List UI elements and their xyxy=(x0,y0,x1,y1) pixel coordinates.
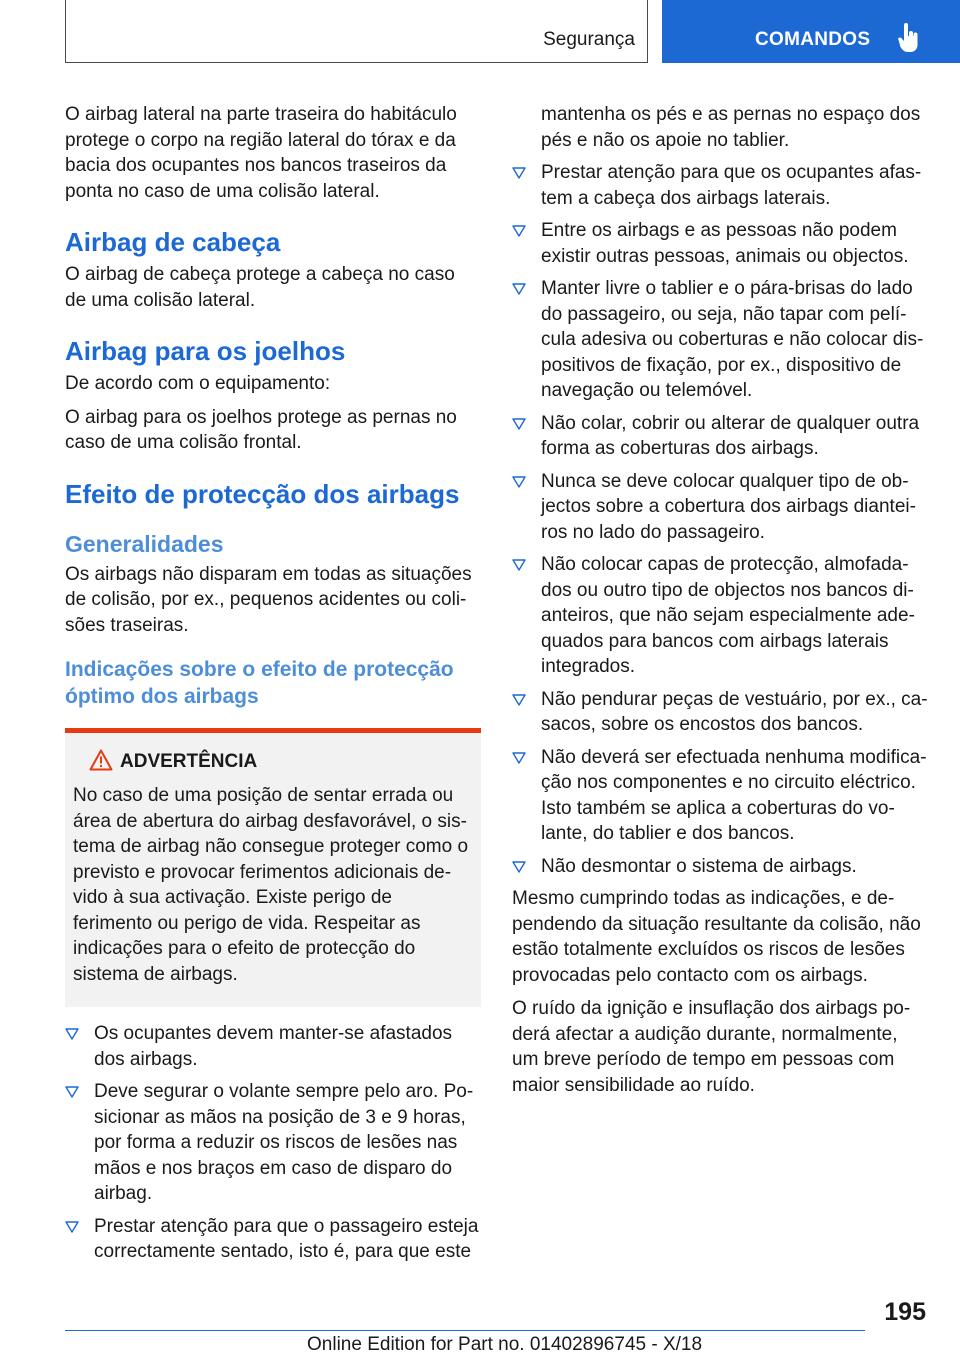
section-title: Segurança xyxy=(543,29,635,50)
list-item: Não colocar capas de protecção, almofadados ou outro tipo de objectos nos bancos dianteiros, que não sejam especialmente adequados para bancos com airbags laterais integrados. xyxy=(512,552,928,680)
list-item: Prestar atenção para que os ocupantes afastem a cabeça dos airbags laterais. xyxy=(512,160,928,211)
header-section-box xyxy=(65,0,648,63)
right-bullet-list xyxy=(512,160,928,879)
triangle-bullet-icon xyxy=(512,752,526,764)
list-item: Não deverá ser efectuada nenhuma modificação nos componentes e no circuito eléctrico. Isto também se aplica a coberturas do volante, do tablier e dos bancos. xyxy=(512,745,928,847)
warning-triangle-icon xyxy=(89,749,113,771)
chapter-tab-label: COMANDOS xyxy=(755,29,871,50)
warning-title: ADVERTÊNCIA xyxy=(120,751,258,772)
heading-general: Generalidades xyxy=(65,530,224,557)
list-item: Prestar atenção para que o passageiro esteja correctamente sentado, isto é, para que este xyxy=(65,1214,481,1265)
footer-divider xyxy=(65,1330,865,1331)
triangle-bullet-icon xyxy=(512,225,526,237)
triangle-bullet-icon xyxy=(512,167,526,179)
warning-text: No caso de uma posição de sentar errada ou área de abertura do airbag desfavorável, o sistema de airbag não consegue proteger como o previsto e provocar ferimentos adicionais devido à sua activação. Existe perigo de ferimento ou perigo de vida. Respeitar as indicações para o efeito de protecção do sistema de airbags. xyxy=(73,785,469,985)
closing-paragraph-2: O ruído da ignição e insuflação dos airbags poderá afectar a audição durante, normalmente, um breve período de tempo em pessoas com maior sensibilidade ao ruído. xyxy=(512,998,911,1096)
triangle-bullet-icon xyxy=(512,861,526,873)
heading-head-airbag: Airbag de cabeça xyxy=(65,227,281,257)
list-item: Manter livre o tablier e o pára-brisas do lado do passageiro, ou seja, não tapar com película adesiva ou coberturas e não colocar dispositivos de fixação, por ex., dispositivo de navegação ou telemóvel. xyxy=(512,276,928,404)
general-text: Os airbags não disparam em todas as situações de colisão, por ex., pequenos acidentes ou colisões traseiras. xyxy=(65,563,472,636)
triangle-bullet-icon xyxy=(65,1221,79,1233)
intro-paragraph: O airbag lateral na parte traseira do habitáculo protege o corpo na região lateral do tórax e da bacia dos ocupantes nos bancos traseiros da ponta no caso de uma colisão lateral. xyxy=(65,104,457,202)
left-column xyxy=(65,102,481,1272)
heading-indications: Indicações sobre o efeito de protecção óptimo dos airbags xyxy=(65,658,454,708)
list-item: Não colar, cobrir ou alterar de qualquer outra forma as coberturas dos airbags. xyxy=(512,411,928,462)
triangle-bullet-icon xyxy=(65,1028,79,1040)
list-item: Deve segurar o volante sempre pelo aro. Posicionar as mãos na posição de 3 e 9 horas, por forma a reduzir os riscos de lesões nas mãos e nos braços em caso de disparo do airbag. xyxy=(65,1079,481,1207)
footer-edition: Online Edition for Part no. 01402896745 - X/18 xyxy=(307,1334,703,1355)
triangle-bullet-icon xyxy=(512,283,526,295)
triangle-bullet-icon xyxy=(512,559,526,571)
heading-protection-effect: Efeito de protecção dos airbags xyxy=(65,478,460,509)
triangle-bullet-icon xyxy=(512,694,526,706)
knee-equipment-note: De acordo com o equipamento: xyxy=(65,373,331,394)
triangle-bullet-icon xyxy=(512,476,526,488)
list-item: Entre os airbags e as pessoas não podem existir outras pessoas, animais ou objectos. xyxy=(512,218,928,269)
list-item: Não pendurar peças de vestuário, por ex., casacos, sobre os encostos dos bancos. xyxy=(512,687,928,738)
warning-box xyxy=(65,728,481,1007)
chapter-tab[interactable] xyxy=(662,0,960,63)
closing-paragraph-1: Mesmo cumprindo todas as indicações, e dependendo da situação resultante da colisão, não estão totalmente excluídos os riscos de lesões provocadas pelo contacto com os airbags. xyxy=(512,888,921,986)
knee-airbag-text: O airbag para os joelhos protege as pernas no caso de uma colisão frontal. xyxy=(65,406,457,453)
warning-header xyxy=(73,749,471,775)
list-item: Os ocupantes devem manter-se afastados dos airbags. xyxy=(65,1021,481,1072)
left-bullet-list xyxy=(65,1021,481,1265)
list-item: Não desmontar o sistema de airbags. xyxy=(512,854,928,880)
list-item-continuation: mantenha os pés e as pernas no espaço dos pés e não os apoie no tablier. xyxy=(541,104,921,151)
head-airbag-text: O airbag de cabeça protege a cabeça no caso de uma colisão lateral. xyxy=(65,264,455,311)
heading-knee-airbag: Airbag para os joelhos xyxy=(65,336,346,366)
list-item: Nunca se deve colocar qualquer tipo de objectos sobre a cobertura dos airbags dianteiros no lado do passageiro. xyxy=(512,469,928,546)
page-number: 195 xyxy=(884,1298,926,1326)
right-column xyxy=(512,102,928,1098)
pointing-hand-icon xyxy=(898,23,920,53)
triangle-bullet-icon xyxy=(512,418,526,430)
triangle-bullet-icon xyxy=(65,1086,79,1098)
